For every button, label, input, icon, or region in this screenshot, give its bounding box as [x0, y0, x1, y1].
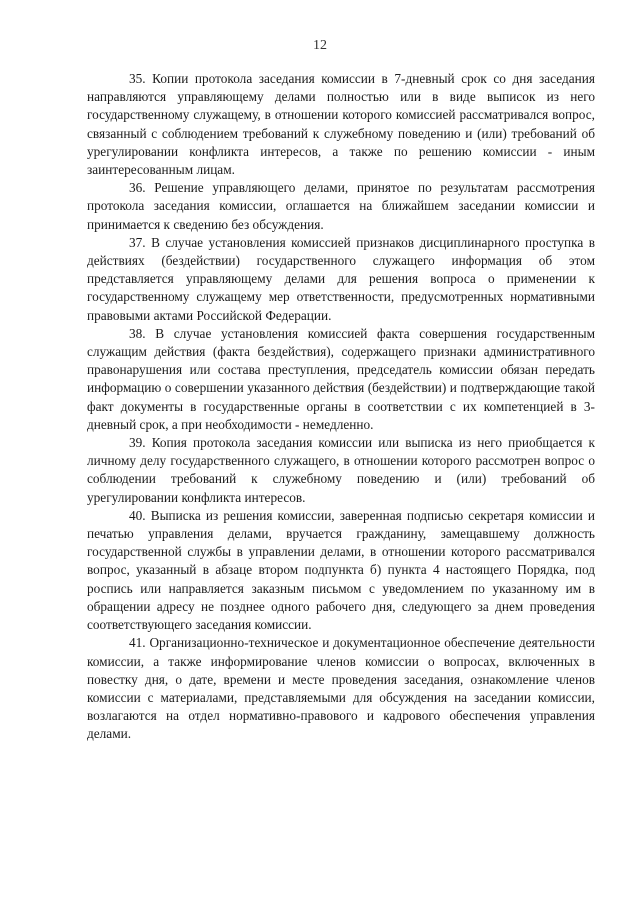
- document-body: [87, 70, 595, 744]
- paragraph-37: 37. В случае установления комиссией признаков дисциплинарного проступка в действиях (бездействии) государственного служащего информация об этом представляется управляющему делами для решения вопроса о применении к государственному служащему мер ответственности, предусмотренных нормативными правовыми актами Российской Федерации.: [87, 234, 595, 323]
- paragraph-35: 35. Копии протокола заседания комиссии в 7-дневный срок со дня заседания направляются управляющему делами полностью или в виде выписок из него государственному служащему, в отношении которого комиссией рассматривался вопрос, связанный с соблюдением требований к служебному поведению и (или) требований об урегулировании конфликта интересов, а также по решению комиссии - иным заинтересованным лицам.: [87, 71, 595, 178]
- paragraph-39: 39. Копия протокола заседания комиссии или выписка из него приобщается к личному делу государственного служащего, в отношении которого рассмотрен вопрос о соблюдении требований к служебному поведению и (или) требований об урегулировании конфликта интересов.: [87, 435, 595, 505]
- page-number: 12: [313, 38, 327, 53]
- paragraph-38: 38. В случае установления комиссией факта совершения государственным служащим действия (факта бездействия), содержащего признаки административного правонарушения или состава преступления, председатель комиссии обязан передать информацию о совершении указанного действия (бездействии) и подтверждающие такой факт документы в государственные органы в соответствии с их компетенцией в 3-дневный срок, а при необходимости - немедленно.: [87, 325, 595, 432]
- paragraph-41: 41. Организационно-техническое и документационное обеспечение деятельности комиссии, а также информирование членов комиссии о вопросах, включенных в повестку дня, о дате, времени и месте проведения заседания, ознакомление членов комиссии с материалами, представляемыми для обсуждения на заседании комиссии, возлагаются на отдел нормативно-правового и кадрового обеспечения управления делами.: [87, 635, 595, 742]
- paragraph-36: 36. Решение управляющего делами, принятое по результатам рассмотрения протокола заседания комиссии, оглашается на ближайшем заседании комиссии и принимается к сведению без обсуждения.: [87, 180, 595, 232]
- paragraph-40: 40. Выписка из решения комиссии, заверенная подписью секретаря комиссии и печатью управления делами, вручается гражданину, замещавшему должность государственной службы в управлении делами, в отношении которого рассматривался вопрос, указанный в абзаце втором подпункта б) пункта 4 настоящего Порядка, под роспись или направляется заказным письмом с уведомлением по указанному им в обращении адресу не позднее одного рабочего дня, следующего за днем проведения соответствующего заседания комиссии.: [87, 507, 595, 633]
